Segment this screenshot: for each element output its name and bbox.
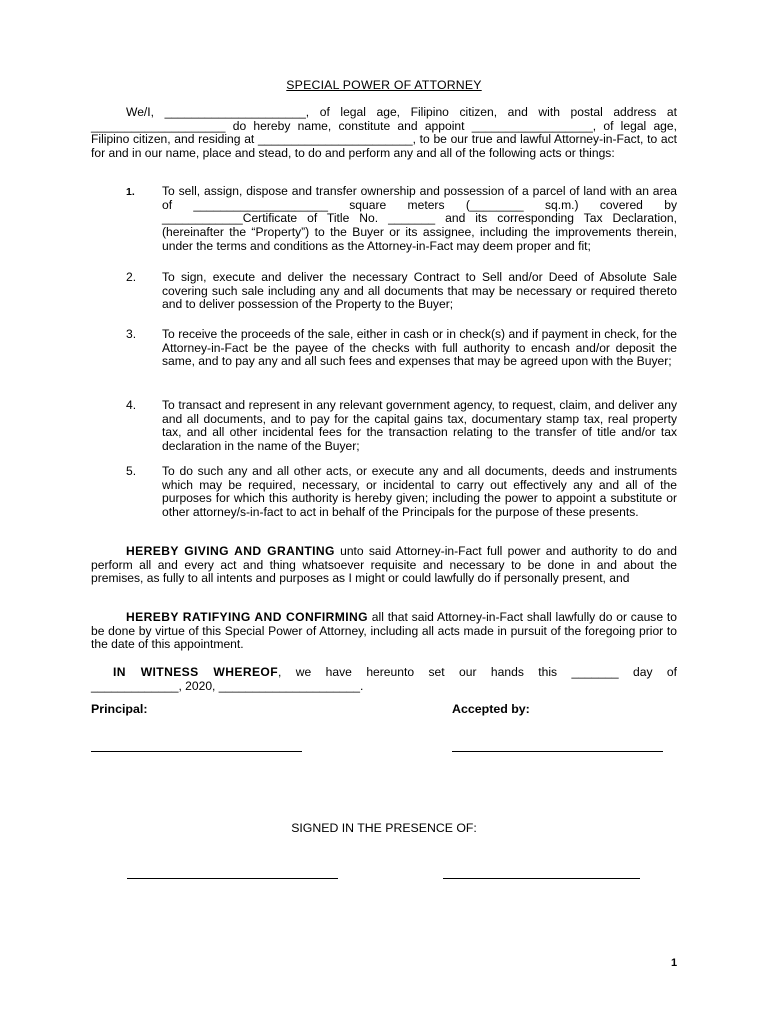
- item-text-1: To sell, assign, dispose and transfer ownership and possession of a parcel of land with an area of ____________________ square meters (________ sq.m.) covered by ____________Certificate of Title No. _______ and its corresponding Tax Declaration, (hereinafter the “Property”) to the Buyer or its assignee, including the improvements therein, under the terms and conditions as the Attorney-in-Fact may deem proper and fit;: [162, 184, 677, 253]
- witness-paragraph: [91, 665, 677, 693]
- item-number-4: 4.: [126, 398, 137, 412]
- witness-body-1: , we have hereunto set our hands this _______ day of: [278, 665, 678, 679]
- ratifying-heading: HEREBY RATIFYING AND CONFIRMING: [126, 610, 368, 624]
- principal-signature-line: [91, 751, 302, 752]
- granting-paragraph: [91, 545, 677, 586]
- item-number-1: 1.: [126, 186, 135, 198]
- item-text-4: To transact and represent in any relevant government agency, to request, claim, and deliver any and all documents, and to pay for the capital gains tax, documentary stamp tax, real property tax, and all other incidental fees for the transaction relating to the transfer of title and/or tax declaration in the name of the Buyer;: [162, 398, 677, 454]
- signed-in-presence-heading: SIGNED IN THE PRESENCE OF:: [291, 821, 477, 835]
- item-text-5: To do such any and all other acts, or execute any and all documents, deeds and instruments which may be required, necessary, or incidental to carry out effectively any and all of the purposes for which this authority is hereby given; including the power to appoint a substitute or other attorney/s-in-fact to act in behalf of the Principals for the purpose of these presents.: [162, 464, 677, 520]
- item-text-2: To sign, execute and deliver the necessary Contract to Sell and/or Deed of Absolute Sale covering such sale including any and all documents that may be necessary or required thereto and to deliver possession of the Property to the Buyer;: [162, 270, 677, 312]
- item-number-2: 2.: [126, 270, 137, 284]
- item-number-3: 3.: [126, 327, 137, 341]
- principal-label: Principal:: [91, 702, 148, 716]
- granting-body: unto said Attorney-in-Fact full power and authority to do and perform all and every act and thing whatsoever requisite and necessary to be done in and about the premises, as fully to all intents and purposes as I might or could lawfully do if personally present, and: [91, 544, 677, 586]
- witness-body-2: _____________, 2020, _____________________.: [91, 679, 364, 693]
- ratifying-body: all that said Attorney-in-Fact shall lawfully do or cause to be done by virtue of this Special Power of Attorney, including all acts made in pursuit of the foregoing prior to the date of this appointment.: [91, 610, 677, 652]
- accepted-signature-line: [452, 751, 663, 752]
- accepted-by-label: Accepted by:: [452, 702, 530, 716]
- document-title: SPECIAL POWER OF ATTORNEY: [286, 78, 482, 92]
- page-number: 1: [671, 957, 678, 969]
- granting-heading: HEREBY GIVING AND GRANTING: [126, 544, 335, 558]
- witness-heading: IN WITNESS WHEREOF: [113, 665, 279, 679]
- witness-signature-line-1: [127, 878, 338, 879]
- item-text-3: To receive the proceeds of the sale, either in cash or in check(s) and if payment in check, for the Attorney-in-Fact be the payee of the checks with full authority to encash and/or deposit the same, and to pay any and all such fees and expenses that may be agreed upon with the Buyer;: [162, 327, 677, 369]
- intro-paragraph: We/I, _____________________, of legal age, Filipino citizen, and with postal address at ____________________ do hereby name, constitute and appoint __________________, of legal age, Filipino citizen, and residing at _______________________, to be our true and lawful Attorney-in-Fact, to act for and in our name, place and stead, to do and perform any and all of the following acts or things:: [91, 105, 677, 160]
- item-number-5: 5.: [126, 464, 137, 478]
- ratifying-paragraph: [91, 611, 677, 652]
- witness-signature-line-2: [443, 878, 640, 879]
